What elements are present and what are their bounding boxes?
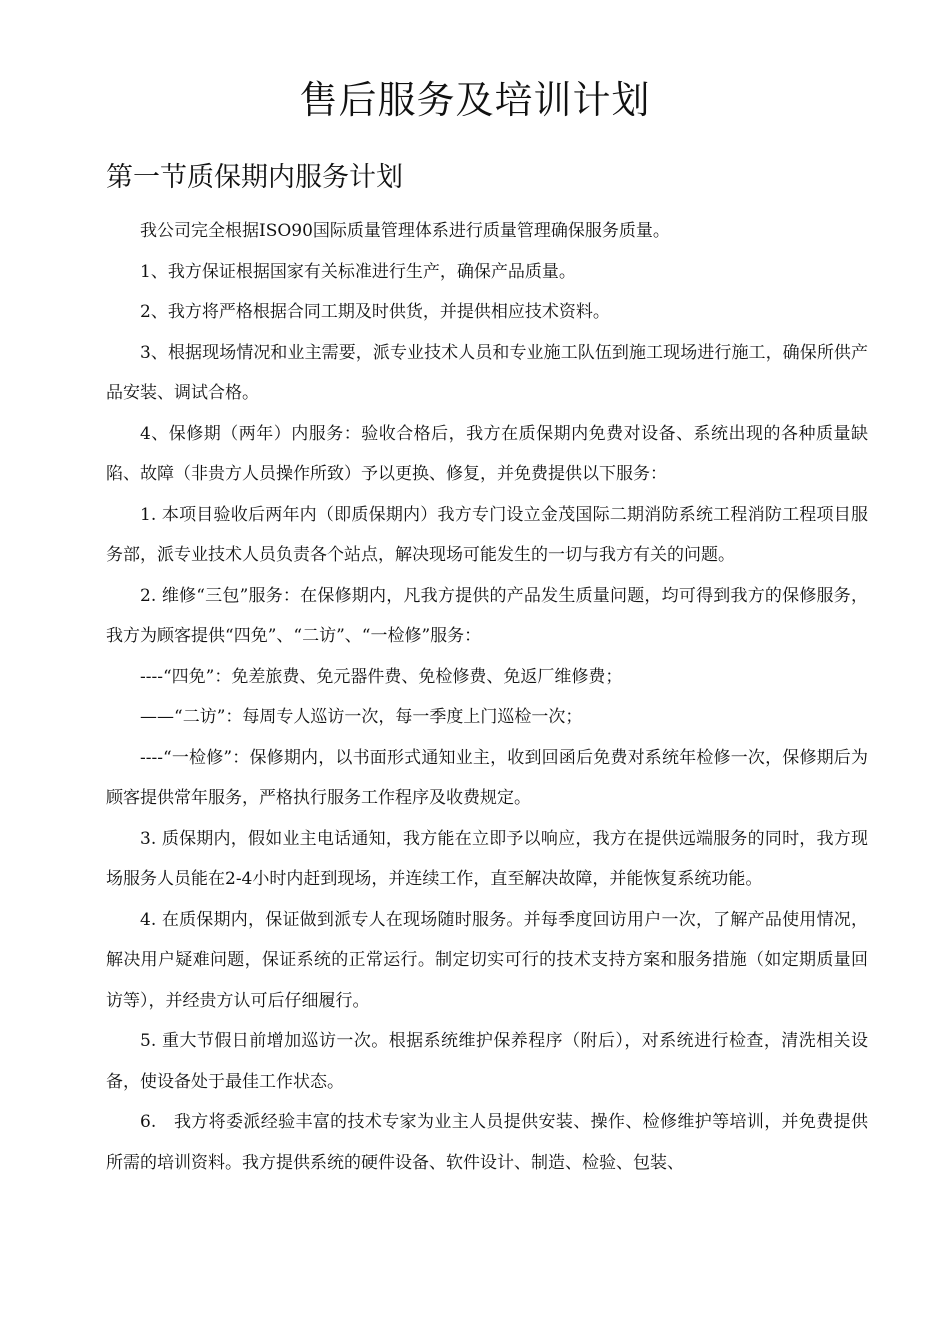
body-paragraph: 6. 我方将委派经验丰富的技术专家为业主人员提供安装、操作、检修维护等培训，并免费提供所需的培训资料。我方提供系统的硬件设备、软件设计、制造、检验、包装、	[106, 1112, 868, 1173]
body-paragraph: 2. 维修“三包”服务：在保修期内，凡我方提供的产品发生质量问题，均可得到我方的保修服务，我方为顾客提供“四免”、“二访”、“一检修”服务：	[106, 585, 868, 646]
body-paragraph: 4. 在质保期内，保证做到派专人在现场随时服务。并每季度回访用户一次，了解产品使用情况，解决用户疑难问题，保证系统的正常运行。制定切实可行的技术支持方案和服务措施（如定期质量回访等），并经贵方认可后仔细履行。	[106, 909, 868, 1011]
body-paragraph: ——“二访”：每周专人巡访一次，每一季度上门巡检一次；	[140, 707, 583, 727]
body-paragraph: 4、保修期（两年）内服务：验收合格后，我方在质保期内免费对设备、系统出现的各种质量缺陷、故障（非贵方人员操作所致）予以更换、修复，并免费提供以下服务：	[106, 423, 868, 484]
body-paragraph: ----“一检修”：保修期内，以书面形式通知业主，收到回函后免费对系统年检修一次，保修期后为顾客提供常年服务，严格执行服务工作程序及收费规定。	[106, 747, 868, 808]
section-heading: 第一节质保期内服务计划	[106, 162, 403, 193]
body-paragraph: 5. 重大节假日前增加巡访一次。根据系统维护保养程序（附后），对系统进行检查，清洗相关设备，使设备处于最佳工作状态。	[106, 1031, 868, 1092]
body-paragraph: 3. 质保期内，假如业主电话通知，我方能在立即予以响应，我方在提供远端服务的同时，我方现场服务人员能在2-4小时内赶到现场，并连续工作，直至解决故障，并能恢复系统功能。	[106, 828, 868, 889]
body-paragraph: 3、根据现场情况和业主需要，派专业技术人员和专业施工队伍到施工现场进行施工，确保所供产品安装、调试合格。	[106, 342, 868, 403]
body-paragraph: 我公司完全根据ISO90国际质量管理体系进行质量管理确保服务质量。	[140, 221, 670, 241]
body-paragraph: 2、我方将严格根据合同工期及时供货，并提供相应技术资料。	[140, 302, 610, 322]
document-body	[106, 211, 868, 1183]
body-paragraph: 1. 本项目验收后两年内（即质保期内）我方专门设立金茂国际二期消防系统工程消防工程项目服务部，派专业技术人员负责各个站点，解决现场可能发生的一切与我方有关的问题。	[106, 504, 868, 565]
document-title: 售后服务及培训计划	[299, 78, 651, 122]
body-paragraph: ----“四免”：免差旅费、免元器件费、免检修费、免返厂维修费；	[140, 666, 623, 687]
body-paragraph: 1、我方保证根据国家有关标准进行生产，确保产品质量。	[140, 261, 576, 282]
